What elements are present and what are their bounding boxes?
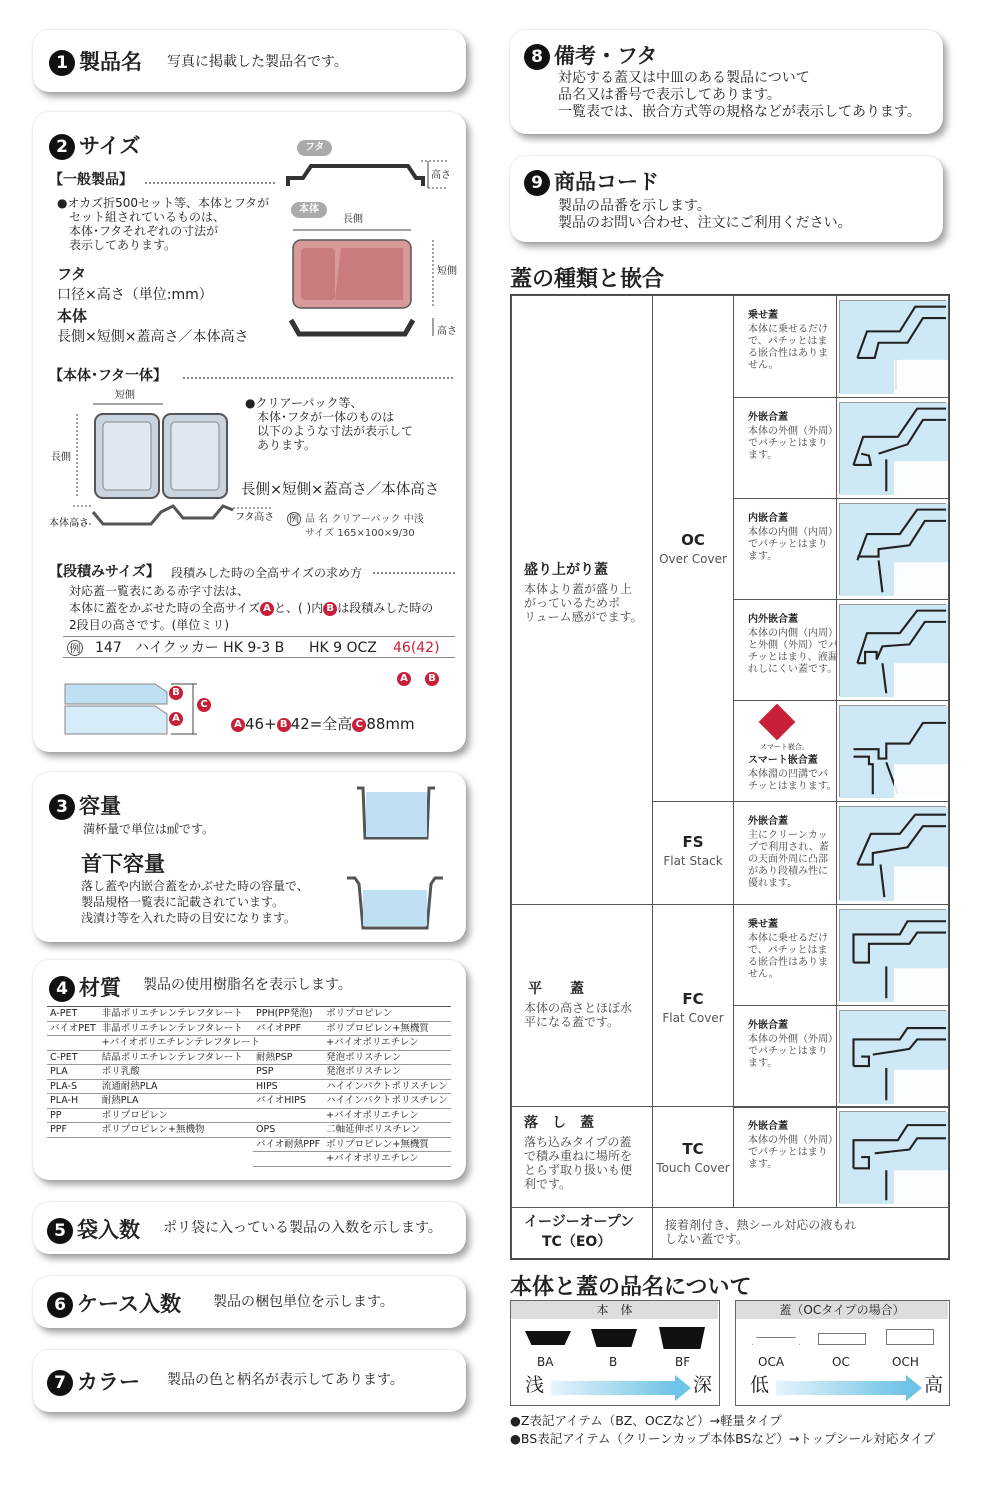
dotted-rule	[183, 377, 453, 379]
deep-label: 深	[693, 1374, 713, 1396]
lid-type-desc	[733, 599, 837, 701]
code-label: TC	[682, 1140, 704, 1158]
group-raised	[511, 295, 653, 905]
hontai-dim: 長側×短側×蓋高さ／本体高さ	[57, 329, 249, 345]
marker-b: B	[323, 602, 337, 616]
box-title: 蓋（OCタイプの場合）	[736, 1301, 948, 1319]
material-name: 結晶ポリエチレンテレフタレート	[99, 1050, 263, 1065]
material-code	[253, 1108, 323, 1123]
lid-fit-diagram	[836, 700, 949, 802]
group-desc: 本体の高さとほぼ水	[524, 1001, 633, 1015]
material-row	[47, 1021, 263, 1036]
row-lid: HK 9 OCZ	[309, 640, 377, 656]
material-name: ポリプロピレン+無機質	[323, 1021, 451, 1036]
section-color	[33, 1350, 466, 1412]
onepiece-label: 【本体･フタ一体】	[49, 368, 168, 384]
group-desc: がっているためボ	[524, 596, 621, 610]
gradient-arrow	[776, 1381, 906, 1395]
example-mark: 例	[289, 514, 299, 525]
example-row	[63, 636, 455, 658]
note-line: 本体･フタそれぞれの寸法が	[69, 224, 219, 238]
futa-tag: フタ	[297, 140, 332, 156]
group-easy-open	[511, 1207, 653, 1259]
material-row	[47, 1050, 263, 1065]
note-line: 本体･フタが一体のものは	[257, 410, 395, 424]
dim-label: 高さ	[431, 170, 451, 181]
high-label: 高	[924, 1374, 944, 1396]
lid-types-heading: 蓋の種類と嵌合	[510, 267, 665, 292]
lid-fit-diagram	[836, 295, 949, 398]
lid-type-name: 乗せ蓋	[748, 310, 778, 321]
note-bs: ●BS表記アイテム（クリーンカップ本体BSなど）→トップシール対応タイプ	[510, 1431, 936, 1446]
section-case-count	[33, 1276, 466, 1328]
lid-type-line: 本体の外側（外周）	[748, 1135, 838, 1146]
stack-label: 【段積みサイズ】	[49, 564, 160, 580]
oc-shape	[818, 1333, 866, 1345]
lid-type-line: でパチッとはまり	[748, 539, 828, 550]
neck-cup-icon	[345, 872, 445, 934]
code-en: Flat Cover	[662, 1011, 724, 1025]
material-name: +バイオポリエチレン	[323, 1108, 451, 1123]
material-row	[253, 1079, 451, 1094]
example-mark: 例	[67, 640, 83, 656]
oca-label: OCA	[758, 1355, 785, 1369]
lid-type-name: 乗せ蓋	[748, 919, 778, 930]
lid-type-desc	[733, 397, 837, 499]
arrow-b: B	[425, 664, 443, 688]
group-desc: 落ち込みタイプの蓋	[524, 1135, 632, 1149]
group-name: 平 蓋	[528, 981, 584, 997]
ba-label: BA	[537, 1355, 554, 1369]
lid-fit-section-icon	[839, 909, 946, 1001]
code-label: OC	[681, 531, 705, 549]
height-calc: A 46+ B 42=全高 C 88mm	[231, 716, 415, 733]
group-desc: 利です。	[524, 1177, 572, 1191]
lid-fit-diagram	[836, 1106, 949, 1208]
material-name: ハイインパクトポリスチレン	[323, 1094, 451, 1109]
lid-type-line: ます。	[748, 1159, 778, 1170]
dotted-rule	[373, 572, 455, 574]
material-name: +バイオポリエチレンテレフタレート	[99, 1036, 263, 1051]
section-notes-lid	[510, 30, 943, 134]
b-shape	[591, 1329, 637, 1347]
lid-fit-section-icon	[839, 806, 946, 900]
futa-dim: 口径×高さ（単位:mm）	[57, 287, 213, 303]
material-code: PLA-H	[47, 1094, 99, 1109]
material-row	[253, 1021, 451, 1036]
lid-fit-diagram	[836, 498, 949, 600]
lid-type-line: 本体に乗せるだけ	[748, 324, 828, 335]
section-desc: 製品の使用樹脂名を表示します。	[143, 977, 352, 993]
stack-line: 対応蓋一覧表にある赤字寸法は、	[69, 584, 250, 598]
group-desc: 本体より蓋が盛り上	[524, 582, 633, 596]
material-code: PPF	[47, 1123, 99, 1138]
lid-type-desc	[733, 801, 837, 905]
lid-type-line: でパチッとはまり	[748, 1147, 828, 1158]
material-name: ハイインパクトポリスチレン	[323, 1079, 451, 1094]
material-code: 耐熱PSP	[253, 1050, 323, 1065]
material-code	[47, 1036, 99, 1051]
material-code: A-PET	[47, 1007, 99, 1022]
section-product-name	[33, 30, 466, 92]
section-material	[33, 960, 466, 1180]
desc-line: しない蓋です。	[665, 1232, 749, 1246]
section-desc: 製品の色と柄名が表示してあります。	[167, 1372, 404, 1388]
group-desc: で積み重ねに場所を	[524, 1149, 633, 1163]
lid-fit-section-icon	[839, 1111, 946, 1203]
neck-capacity-title: 首下容量	[81, 852, 165, 876]
material-code: PLA-S	[47, 1079, 99, 1094]
hontai-drawing	[283, 224, 463, 346]
material-code: バイオ耐熱PPF	[253, 1137, 323, 1152]
section-title: 7 カラー	[47, 1366, 140, 1396]
code-en: Flat Stack	[663, 854, 723, 868]
lid-fit-section-icon	[839, 705, 946, 797]
group-name: TC（EO）	[542, 1234, 612, 1250]
stack-line: 2段目の高さです。(単位ミリ)	[69, 618, 230, 632]
material-row	[253, 1007, 451, 1022]
material-name: +バイオポリエチレン	[323, 1152, 451, 1167]
lid-type-desc	[733, 1005, 837, 1108]
code-label: FC	[682, 990, 704, 1008]
lid-type-line: でパチッとはまり	[748, 438, 828, 449]
section-title: 9 商品コード	[524, 166, 659, 196]
material-code: バイオPPF	[253, 1021, 323, 1036]
general-label: 【一般製品】	[49, 172, 133, 188]
desc-line: 接着剤付き、熱シール対応の液もれ	[665, 1218, 857, 1232]
material-name: ポリプロピレン+無機質	[323, 1137, 451, 1152]
lid-type-line: 本体の外側（外周）	[748, 426, 838, 437]
desc-line: 浅漬け等を入れた時の目安になります。	[81, 911, 297, 925]
material-name: 耐熱PLA	[99, 1094, 263, 1109]
section-title: 6 ケース入数	[47, 1288, 181, 1318]
row-value: 46(42)	[393, 640, 440, 656]
lid-type-line: と外側（外周）でパ	[748, 640, 838, 651]
material-name: +バイオポリエチレン	[323, 1036, 451, 1051]
material-name: ポリプロピレン	[323, 1007, 451, 1022]
section-desc: 製品の梱包単位を示します。	[213, 1294, 394, 1310]
dim-label: 長側	[343, 214, 363, 225]
lid-type-line: 本体の外側（外周）	[748, 1034, 838, 1045]
gradient-arrow	[551, 1381, 675, 1395]
note-line: セット組されているものは、	[69, 210, 226, 224]
code-oc	[652, 295, 734, 802]
dotted-rule	[145, 182, 275, 184]
desc-line: 製品の品番を示します。	[558, 198, 711, 214]
lid-type-line: チッとはまります。	[748, 781, 837, 792]
lid-type-line: ます。	[748, 1058, 778, 1069]
lid-type-desc	[733, 295, 837, 398]
material-row	[253, 1137, 451, 1152]
shallow-label: 浅	[525, 1374, 545, 1396]
material-row	[253, 1123, 451, 1138]
marker-a: A	[169, 712, 183, 726]
oc-label: OC	[832, 1355, 850, 1369]
lid-type-name: 外嵌合蓋	[748, 816, 788, 827]
lid-type-desc	[733, 498, 837, 600]
lid-type-line: 優れます。	[748, 878, 798, 889]
lid-type-line: る嵌合性はありま	[748, 348, 828, 359]
marker-b: B	[169, 686, 183, 700]
material-name: 非晶ポリエチレンテレフタレート	[99, 1021, 263, 1036]
group-desc: 平になる蓋です。	[524, 1015, 620, 1029]
dim-label: 長側	[51, 452, 71, 463]
material-code	[253, 1152, 323, 1167]
oca-shape	[752, 1337, 800, 1345]
material-row	[253, 1152, 451, 1167]
lid-type-name: 外嵌合蓋	[748, 1020, 788, 1031]
group-flat	[511, 904, 653, 1107]
group-name: 落 し 蓋	[524, 1115, 594, 1131]
lid-type-line: 本体淵の凹溝でパ	[748, 769, 828, 780]
desc-line: 製品のお問い合わせ、注文にご利用ください。	[558, 215, 852, 231]
easy-open-desc	[652, 1207, 949, 1259]
note-line: 表示してあります。	[69, 238, 177, 252]
material-name: 二軸延伸ポリスチレン	[323, 1123, 451, 1138]
material-row	[47, 1065, 263, 1080]
material-code: PPH(PP発泡)	[253, 1007, 323, 1022]
lid-type-desc	[733, 904, 837, 1006]
desc-line: 対応する蓋又は中皿のある製品について	[558, 70, 810, 86]
lid-type-line: れしにくい蓋です。	[748, 664, 838, 675]
lid-type-line: 主にクリーンカッ	[748, 830, 828, 841]
desc-line: 品名又は番号で表示してあります。	[558, 87, 781, 103]
material-row	[47, 1123, 263, 1138]
lid-type-line: ます。	[748, 551, 778, 562]
material-code: HIPS	[253, 1079, 323, 1094]
och-shape	[886, 1329, 934, 1345]
material-row	[47, 1036, 263, 1051]
lid-fit-section-icon	[839, 503, 946, 595]
section-capacity	[33, 772, 466, 942]
material-code: バイオHIPS	[253, 1094, 323, 1109]
lid-type-name: スマート嵌合蓋	[748, 755, 818, 766]
section-title: 1 製品名	[49, 46, 142, 76]
section-title: 2 サイズ	[49, 130, 140, 160]
code-tc	[652, 1106, 734, 1208]
material-code: PLA	[47, 1065, 99, 1080]
material-row	[47, 1079, 263, 1094]
code-en: Over Cover	[659, 552, 727, 566]
lid-type-name: 外嵌合蓋	[748, 1121, 788, 1132]
section-size	[33, 112, 466, 752]
code-label: FS	[682, 833, 704, 851]
lid-type-line: 本体に乗せるだけ	[748, 933, 828, 944]
dim-label: フタ高さ	[235, 512, 275, 523]
lid-type-line: 本体の内側（内周）	[748, 527, 838, 538]
section-title: 8 備考・フタ	[524, 40, 658, 70]
lid-type-line: る嵌合性はありま	[748, 957, 828, 968]
section-bag-count	[33, 1202, 466, 1254]
row-name: ハイクッカー HK 9-3 B	[135, 640, 285, 656]
lid-type-line: で、パチッとはま	[748, 945, 828, 956]
section-desc: 写真に掲載した製品名です。	[167, 54, 348, 70]
futa-label: フタ	[57, 265, 86, 283]
smart-fit-logo-icon	[759, 704, 796, 741]
material-name: ポリプロピレン	[99, 1108, 263, 1123]
lid-fit-diagram	[836, 1005, 949, 1108]
lid-type-desc	[733, 700, 837, 802]
example-line: 品 名 クリアーパック 中浅	[305, 514, 424, 525]
stack-sub: 段積みした時の全高サイズの求め方	[171, 566, 363, 580]
material-row	[253, 1065, 451, 1080]
note-line: 以下のような寸法が表示して	[257, 424, 414, 438]
lid-type-line: チッとはまり、液漏	[748, 652, 838, 663]
material-code: C-PET	[47, 1050, 99, 1065]
group-name: 盛り上がり蓋	[524, 562, 608, 578]
group-desc: リューム感がでます。	[524, 610, 643, 624]
material-name: 流通耐熱PLA	[99, 1079, 263, 1094]
material-name: 非晶ポリエチレンテレフタレート	[99, 1007, 263, 1022]
lid-fit-section-icon	[839, 402, 946, 494]
section-desc: ポリ袋に入っている製品の入数を示します。	[163, 1220, 442, 1236]
lid-type-name: 内嵌合蓋	[748, 513, 788, 524]
group-name: イージーオープン	[524, 1214, 635, 1230]
lid-fit-diagram	[836, 904, 949, 1006]
arrow-a: A	[397, 664, 415, 688]
example-line: サイズ 165×100×9/30	[305, 528, 415, 539]
material-name: 発泡ポリスチレン	[323, 1050, 451, 1065]
lid-type-line: プで利用され、蓋	[748, 842, 829, 853]
onepiece-dim: 長側×短側×蓋高さ／本体高さ	[241, 482, 440, 498]
low-label: 低	[750, 1374, 770, 1396]
lid-type-line: があり段積み性に	[748, 866, 828, 877]
lid-names-box	[735, 1300, 950, 1406]
note-z: ●Z表記アイテム（BZ、OCZなど）→軽量タイプ	[510, 1413, 782, 1428]
lid-type-line: の天面外周に凸部	[748, 854, 828, 865]
dim-label: 本体高さ	[49, 518, 89, 529]
row-number: 147	[95, 640, 122, 656]
code-fc	[652, 904, 734, 1107]
lid-type-line: でパチッとはまり	[748, 1046, 828, 1057]
hontai-label: 本体	[57, 307, 88, 325]
lid-type-line: せん。	[748, 360, 779, 371]
lid-fit-section-icon	[839, 300, 946, 393]
material-row	[253, 1036, 451, 1051]
b-label: B	[609, 1355, 618, 1369]
lid-type-desc	[733, 1106, 837, 1208]
code-fs	[652, 801, 734, 905]
section-product-code	[510, 156, 943, 242]
material-row	[47, 1108, 263, 1123]
full-cup-icon	[353, 784, 439, 844]
material-row	[253, 1050, 451, 1065]
material-row	[253, 1094, 451, 1109]
lid-type-line: ます。	[748, 450, 778, 461]
material-name: ポリプロピレン+無機物	[99, 1123, 263, 1138]
desc-line: 一覧表では、嵌合方式等の規格などが表示してあります。	[558, 104, 921, 120]
logo-text: スマート嵌合。	[760, 743, 809, 751]
desc-line: 製品規格一覧表に記載されています。	[81, 895, 285, 909]
material-code: OPS	[253, 1123, 323, 1138]
lid-type-name: 外嵌合蓋	[748, 412, 788, 423]
material-code	[253, 1036, 323, 1051]
marker-c: C	[197, 698, 211, 712]
lid-type-line: で、パチッとはま	[748, 336, 828, 347]
lid-type-line: 本体の内側（内周）	[748, 628, 838, 639]
section-title: 5 袋入数	[47, 1214, 140, 1244]
bf-label: BF	[675, 1355, 691, 1369]
material-code: PP	[47, 1108, 99, 1123]
material-name: 発泡ポリスチレン	[323, 1065, 451, 1080]
section-title: 4 材質	[49, 972, 121, 1002]
dim-label: 高さ	[437, 326, 457, 337]
code-en: Touch Cover	[656, 1161, 730, 1175]
arrow-head-icon	[906, 1375, 922, 1401]
section-title: 3 容量	[49, 790, 121, 820]
stack-line: 本体に蓋をかぶせた時の全高サイズ A と、( )内 B は段積みした時の	[69, 601, 434, 615]
note-line: あります。	[257, 438, 317, 452]
material-name: ポリ乳酸	[99, 1065, 263, 1080]
material-code: PSP	[253, 1065, 323, 1080]
material-table-right	[253, 1006, 451, 1167]
lid-fit-diagram	[836, 599, 949, 701]
lid-fit-diagram	[836, 801, 949, 905]
material-table-left	[47, 1006, 263, 1138]
dim-label: 短側	[437, 266, 457, 277]
desc-line: 落し蓋や内嵌合蓋をかぶせた時の容量で、	[81, 879, 309, 893]
lid-type-name: 内外嵌合蓋	[748, 614, 798, 625]
bf-shape	[659, 1327, 705, 1349]
lid-fit-section-icon	[839, 604, 946, 696]
lid-fit-section-icon	[839, 1010, 946, 1103]
hontai-tag: 本体	[291, 202, 327, 218]
note-line: ●オカズ折500セット等、本体とフタが	[57, 196, 270, 210]
arrow-head-icon	[675, 1375, 691, 1401]
section-desc: 満杯量で単位は㎖です。	[83, 822, 215, 836]
material-row	[253, 1108, 451, 1123]
material-row	[47, 1007, 263, 1022]
group-drop	[511, 1106, 653, 1208]
och-label: OCH	[892, 1355, 919, 1369]
ba-shape	[525, 1331, 571, 1345]
lid-types-table	[510, 294, 950, 1260]
material-row	[47, 1094, 263, 1109]
group-desc: とらず取り扱いも便	[524, 1163, 633, 1177]
material-code: バイオPET	[47, 1021, 99, 1036]
marker-a: A	[260, 602, 274, 616]
box-title: 本 体	[511, 1301, 718, 1319]
lid-type-line: せん。	[748, 969, 779, 980]
note-line: ●クリアーパック等、	[245, 396, 363, 410]
lid-fit-diagram	[836, 397, 949, 499]
dim-label: 短側	[115, 390, 135, 401]
names-heading: 本体と蓋の品名について	[510, 1275, 752, 1300]
body-names-box	[510, 1300, 720, 1406]
